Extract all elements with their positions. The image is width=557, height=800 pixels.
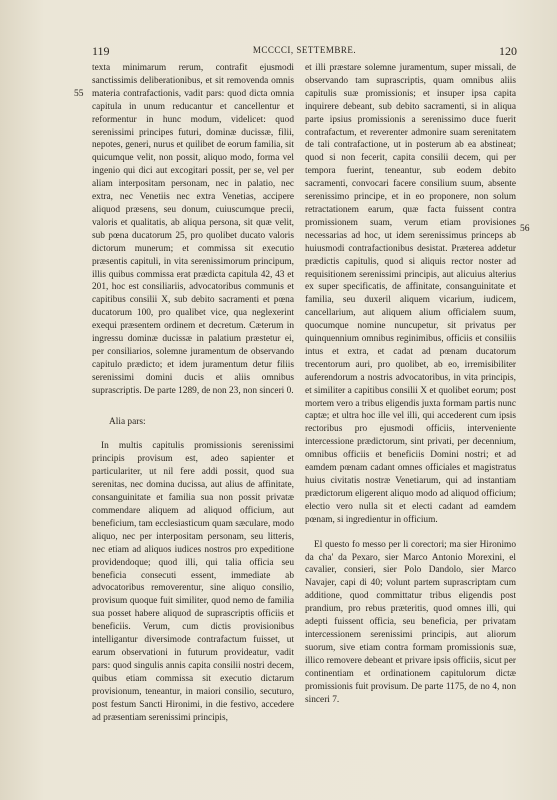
page-header [92,44,517,60]
margin-number-right: 56 [520,224,530,234]
right-paragraph-1: et illi præstare solemne juramentum, super missali, de observando tam suprascriptis, quam omnibus aliis capitulis suæ promissionis; et insuper ipsa capita inquirere debeant, sub debito sacramenti, si in aliqua parte ipsius promissionis a serenissimo duce fuerit contrafactum, et reverenter admonire suam serenitatem de tali contrafactione, ut in posterum ab ea abstineat; quod si non fecerit, capita consilii decem, qui per tempora fuerint, teneantur, sub eodem debito sacramenti, convocari facere consilium suum, absente serenissimo principe, et in eo proponere, non solum retractationem earum, quæ facta fuissent contra promissionem suam, verum etiam provisiones necessarias ad hoc, ut idem serenissimus princeps ab huiusmodi contrafactionibus desistat. Præterea addetur prædictis capitulis, quod si aliquis rector noster ad requisitionem serenissimi principis, aut alicuius alterius ex super specificatis, de affinitate, consanguinitate et familia, seu duxeril aliquem vicarium, iudicem, cancellarium, aut aliquem alium officialem suum, quocumque nomine nuncupetur, sit privatus per quinquennium omnibus reginimibus, officiis et consiliis intus et extra, et cadat ad pœnam ducatorum trecentorum auri, pro quolibet, ab eo, irremisibiliter auferendorum a nostris advocatoribus, in vita principis, et similiter a capitibus consilii X et quolibet eorum; post mortem vero a tribus eligendis juxta formam partis nunc captæ; et ultra hoc ille vel illi, qui accederent cum ipsis rectoribus pro ejusmodi officiis, interveniente intercessione prædictorum, sint privati, per decennium, omnibus officiis et beneficiis Domini nostri; et ad eamdem pœnam cadant omnes officiales et magistratus huius civitatis nostræ Venetiarum, qui ad instantiam prædictorum eligerent aliquo modo ad aliquod officium; electio vero nulla sit et electi cadant ad eamdem pœnam, si ingredientur in officium. [305,63,516,525]
left-column [92,62,294,724]
page-number-right: 120 [499,44,517,58]
running-title: MCCCCI, SETTEMBRE. [252,45,357,55]
left-paragraph-1: texta minimarum rerum, contrafit ejusmodi sanctissimis deliberationibus, et sit removenda omnis materia contrafactionis, vadit pars: quod dicta omnia capitula in unum reducantur et cancellentur et reformentur in hunc modum, videlicet: quod serenissimi principes futuri, dominæ ducissæ, filii, nepotes, generi, nurus et quilibet de eorum familia, sit quicumque velit, non possit, aliquo modo, forma vel ingenio qui dici aut excogitari possit, per se, vel per aliam interpositam personam, nec in palatio, nec extra, nec Venetiis nec extra Venetias, accipere aliquod præsens, seu donum, cuiuscumque precii, valoris et qualitatis, ab aliqua persona, sit quæ velit, sub pœna ducatorum 25, pro quolibet ducato valoris dictorum munerum; et commissa sit executio præsentis capituli, in vita serenissimorum principum, illis quibus commissa erat prædicta capitula 42, 43 et 201, hoc est consiliariis, advocatoribus communis et capitibus consilii X, sub debito sacramenti et pœna ducatorum 100, pro qualibet vice, qua neglexerint exequi præsentem ordinem et decretum. Cæterum in ingressu dominæ ducissæ in palatium præstetur ei, per consiliarios, solemne juramentum de observando capitulo prædicto; et idem juramentum detur filiis serenissimi domini ducis et aliis omnibus suprascriptis. De parte 1289, de non 23, non sinceri 0. [92,63,294,396]
right-column [305,62,516,706]
right-paragraph-2: El questo fo messo per li corectori; ma sier Hironimo da cha' da Pexaro, sier Marco Antonio Morexini, el cavalier, consieri, sier Polo Dandolo, sier Marco Navajer, capi di 40; volunt partem suprascriptam cum additione, quod committatur tribus eligendis post prandium, pro rebus præteritis, quod omnes illi, qui adepti fuissent officia, seu beneficia, per privatam intercessionem serenissimi principis, aut aliorum suorum, sive etiam contra formam promissionis suæ, illico removere debeant et privare ipsis officiis, sicut per continentiam et ordinationem capitulorum dictæ promissionis fuit provisum. De parte 1175, de no 4, non sinceri 7. [305,539,516,705]
page-number-left: 119 [92,44,110,58]
margin-number-left: 55 [74,89,84,99]
alia-pars-heading: Alia pars: [109,416,146,427]
left-paragraph-2: In multis capitulis promissionis serenissimi principis provisum est, adeo sapienter et particulariter, ut nil fere addi possit, quod sua serenitas, nec domina ducissa, aut alius de affinitate, consanguinitate et familia sua non possit privatæ commendare aliquem ad aliquod officium, aut beneficium, tam ecclesiasticum quam sæculare, modo aliquo, nec per interpositam personam, seu litteris, nec etiam ad aliquos iudices nostros pro expeditione providendoque; quod illi, qui talia officia seu beneficia consecuti essent, immediate ab advocatoribus removerentur, sine aliquo consilio, provisum quoque fuit similiter, quod nemo de familia sua posset habere aliquod de suprascriptis officiis et beneficiis. Verum, cum dictis provisionibus intelligantur diversimode contrafactum fuisset, ut earum observationi in futurum provideatur, vadit pars: quod singulis annis capita consilii nostri decem, quibus etiam commissa sit executio dictarum provisionum, teneantur, in maiori consilio, secuturo, post festum Sancti Hironimi, in die festivo, accedere ad præsentiam serenissimi principis, [92,441,294,723]
